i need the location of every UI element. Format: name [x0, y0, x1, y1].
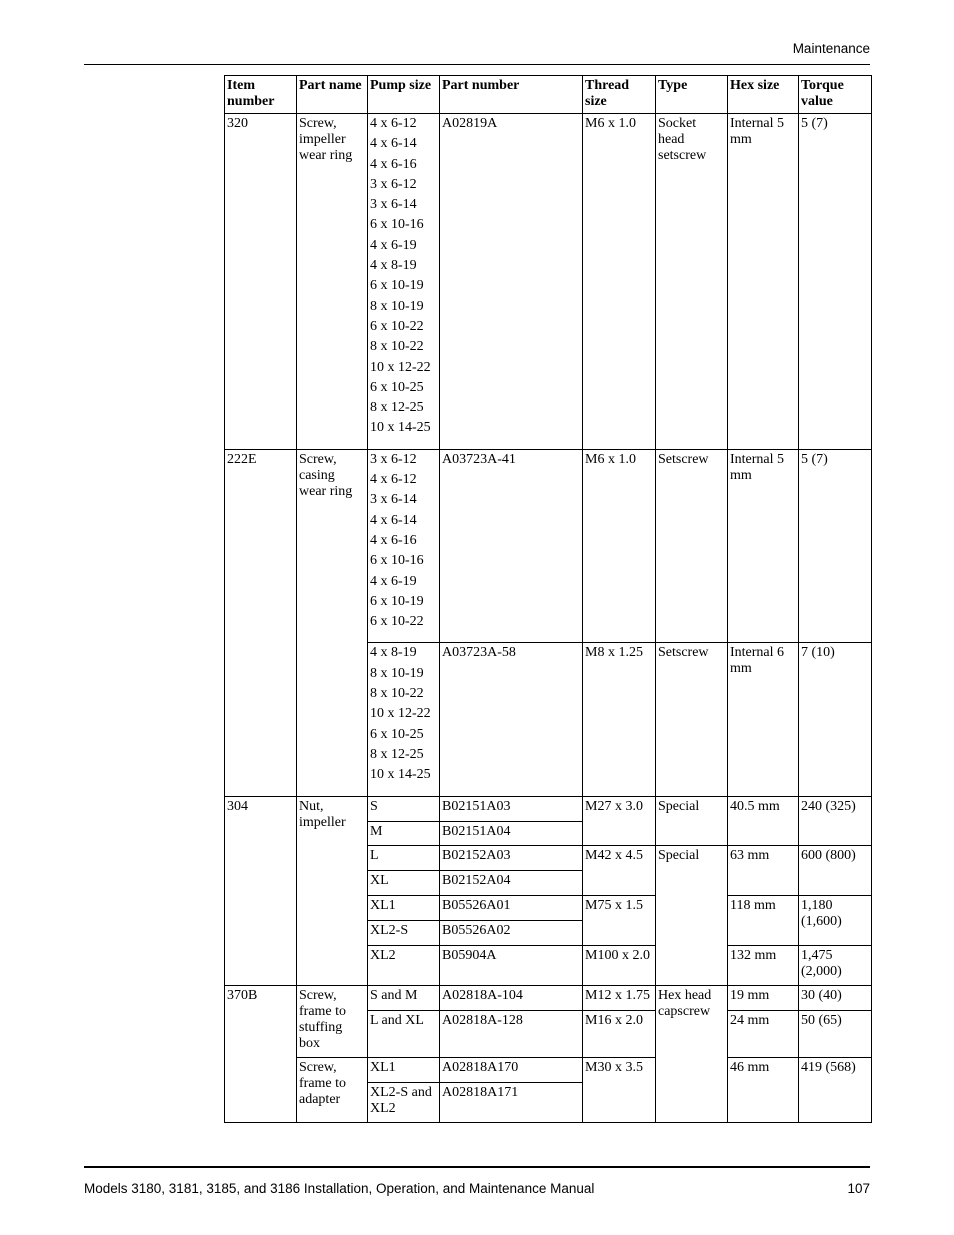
torque-value: 600 (800) [799, 845, 872, 895]
torque-value: 1,180 (1,600) [799, 895, 872, 945]
pump-size: 4 x 6-14 [370, 512, 417, 528]
pump-size-list [368, 449, 440, 643]
pump-size: XL2 [368, 945, 440, 985]
torque-value: 1,475 (2,000) [799, 945, 872, 985]
pump-size: 8 x 10-22 [370, 339, 424, 355]
pump-size: 6 x 10-16 [370, 553, 424, 569]
footer-manual-title: Models 3180, 3181, 3185, and 3186 Installation, Operation, and Maintenance Manual [84, 1181, 595, 1196]
part-number: A03723A-58 [440, 643, 583, 796]
item-number: 320 [225, 114, 297, 450]
pump-size: 4 x 6-16 [370, 532, 417, 548]
torque-value: 240 (325) [799, 796, 872, 845]
fastener-type: Socket head setscrew [656, 114, 728, 450]
part-name: Screw, frame to adapter [297, 1057, 368, 1122]
pump-size: 10 x 14-25 [370, 767, 431, 783]
table-row [225, 985, 872, 1010]
pump-size: 4 x 8-19 [370, 258, 417, 274]
header-section-title: Maintenance [792, 41, 870, 56]
table-row [225, 114, 872, 450]
pump-size: 6 x 10-16 [370, 217, 424, 233]
header-rule [84, 64, 870, 65]
thread-size: M6 x 1.0 [583, 114, 656, 450]
thread-size: M75 x 1.5 [583, 895, 656, 945]
footer-rule [84, 1166, 870, 1168]
pump-size: XL2-S [368, 920, 440, 945]
pump-size: 8 x 12-25 [370, 746, 424, 762]
pump-size: XL1 [368, 895, 440, 920]
part-number: A02818A170 [440, 1057, 583, 1082]
page-number: 107 [847, 1181, 870, 1196]
part-name: Screw, casing wear ring [297, 449, 368, 796]
item-number: 222E [225, 449, 297, 796]
table-row [225, 449, 872, 643]
hex-size: Internal 6 mm [728, 643, 799, 796]
part-name: Nut, impeller [297, 796, 368, 985]
pump-size: XL2-S and XL2 [368, 1082, 440, 1122]
fastener-torque-table [224, 75, 872, 1123]
item-number: 304 [225, 796, 297, 985]
pump-size: 6 x 10-22 [370, 614, 424, 630]
torque-value: 5 (7) [799, 114, 872, 450]
pump-size: 10 x 14-25 [370, 420, 431, 436]
col-thread-size: Thread size [583, 76, 656, 114]
pump-size: 6 x 10-19 [370, 278, 424, 294]
part-name: Screw, frame to stuffing box [297, 985, 368, 1057]
thread-size: M12 x 1.75 [583, 985, 656, 1010]
item-number: 370B [225, 985, 297, 1122]
pump-size: 3 x 6-14 [370, 492, 417, 508]
pump-size: L [368, 845, 440, 870]
pump-size: S [368, 796, 440, 821]
pump-size-list [368, 643, 440, 796]
hex-size: 46 mm [728, 1057, 799, 1122]
pump-size: 8 x 10-22 [370, 686, 424, 702]
part-number: B05526A02 [440, 920, 583, 945]
fastener-type: Special [656, 796, 728, 845]
fastener-type: Hex head capscrew [656, 985, 728, 1122]
pump-size: S and M [368, 985, 440, 1010]
thread-size: M16 x 2.0 [583, 1010, 656, 1057]
table-row [225, 1057, 872, 1082]
part-number: B02152A04 [440, 870, 583, 895]
pump-size: 3 x 6-12 [370, 176, 417, 192]
thread-size: M8 x 1.25 [583, 643, 656, 796]
pump-size: XL1 [368, 1057, 440, 1082]
pump-size: 8 x 12-25 [370, 400, 424, 416]
fastener-type: Setscrew [656, 449, 728, 643]
part-number: A02818A-104 [440, 985, 583, 1010]
hex-size: 24 mm [728, 1010, 799, 1057]
part-number: B05904A [440, 945, 583, 985]
pump-size: 10 x 12-22 [370, 359, 431, 375]
pump-size: L and XL [368, 1010, 440, 1057]
thread-size: M27 x 3.0 [583, 796, 656, 845]
pump-size: 10 x 12-22 [370, 706, 431, 722]
pump-size: 3 x 6-12 [370, 451, 417, 467]
part-number: B02151A03 [440, 796, 583, 821]
pump-size: 4 x 6-12 [370, 116, 417, 131]
pump-size: 6 x 10-22 [370, 318, 424, 334]
hex-size: 132 mm [728, 945, 799, 985]
pump-size: 4 x 6-14 [370, 136, 417, 152]
part-number: A02818A171 [440, 1082, 583, 1122]
part-number: A02818A-128 [440, 1010, 583, 1057]
pump-size: 4 x 8-19 [370, 645, 417, 661]
col-pump-size: Pump size [368, 76, 440, 114]
hex-size: 40.5 mm [728, 796, 799, 845]
pump-size: 8 x 10-19 [370, 665, 424, 681]
pump-size: 6 x 10-19 [370, 593, 424, 609]
pump-size: XL [368, 870, 440, 895]
part-name: Screw, impeller wear ring [297, 114, 368, 450]
thread-size: M42 x 4.5 [583, 845, 656, 895]
col-hex-size: Hex size [728, 76, 799, 114]
hex-size: 63 mm [728, 845, 799, 895]
col-part-name: Part name [297, 76, 368, 114]
part-number: B02152A03 [440, 845, 583, 870]
part-number: A03723A-41 [440, 449, 583, 643]
pump-size: 6 x 10-25 [370, 379, 424, 395]
torque-value: 7 (10) [799, 643, 872, 796]
pump-size-list [368, 114, 440, 450]
pump-size: M [368, 821, 440, 845]
pump-size: 6 x 10-25 [370, 726, 424, 742]
col-type: Type [656, 76, 728, 114]
torque-value: 30 (40) [799, 985, 872, 1010]
pump-size: 4 x 6-16 [370, 156, 417, 172]
table-row [225, 796, 872, 821]
torque-value: 50 (65) [799, 1010, 872, 1057]
pump-size: 4 x 6-19 [370, 573, 417, 589]
torque-value: 5 (7) [799, 449, 872, 643]
hex-size: 118 mm [728, 895, 799, 945]
torque-value: 419 (568) [799, 1057, 872, 1122]
table-header-row [225, 76, 872, 114]
pump-size: 4 x 6-12 [370, 472, 417, 488]
thread-size: M6 x 1.0 [583, 449, 656, 643]
pump-size: 4 x 6-19 [370, 237, 417, 253]
part-number: A02819A [440, 114, 583, 450]
thread-size: M30 x 3.5 [583, 1057, 656, 1122]
col-torque-value: Torque value [799, 76, 872, 114]
hex-size: 19 mm [728, 985, 799, 1010]
fastener-type: Setscrew [656, 643, 728, 796]
hex-size: Internal 5 mm [728, 449, 799, 643]
part-number: B02151A04 [440, 821, 583, 845]
col-part-number: Part number [440, 76, 583, 114]
thread-size: M100 x 2.0 [583, 945, 656, 985]
part-number: B05526A01 [440, 895, 583, 920]
pump-size: 8 x 10-19 [370, 298, 424, 314]
pump-size: 3 x 6-14 [370, 197, 417, 213]
fastener-type: Special [656, 845, 728, 985]
col-item-number: Item number [225, 76, 297, 114]
hex-size: Internal 5 mm [728, 114, 799, 450]
